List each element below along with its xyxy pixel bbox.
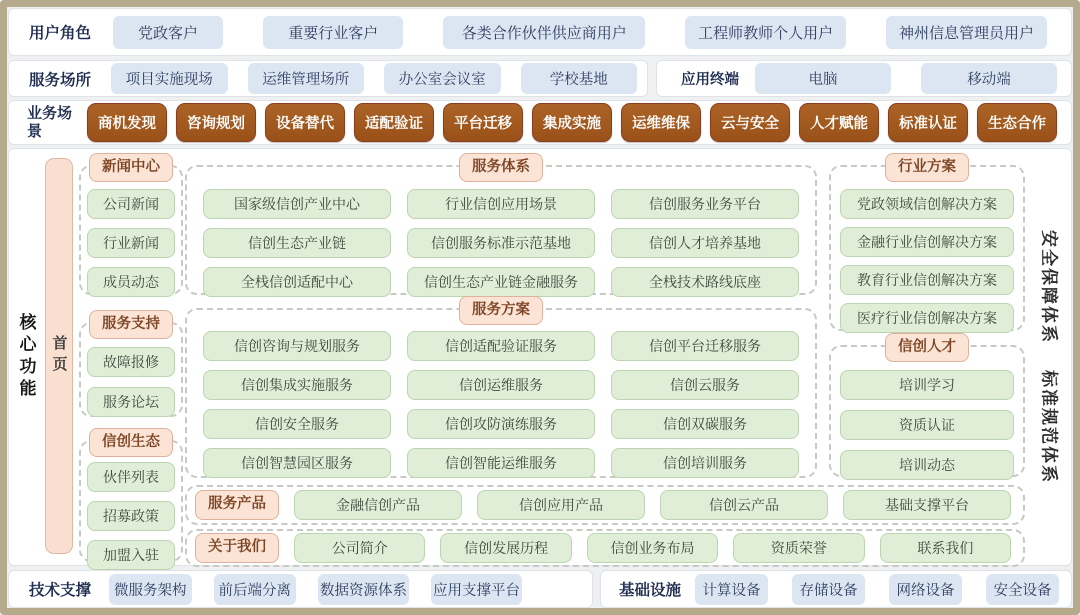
industry-solutions-title[interactable]: 行业方案 (885, 153, 969, 182)
row-user-roles (8, 8, 1072, 56)
scenario-chip[interactable]: 咨询规划 (176, 103, 256, 142)
row-tech-support (8, 570, 593, 608)
standards-system-label: 标准规范体系 (1039, 370, 1059, 484)
home-tab[interactable]: 首页 (45, 158, 73, 554)
infrastructure-label: 基础设施 (619, 582, 682, 599)
nav-chip[interactable]: 培训动态 (840, 450, 1014, 480)
app-terminals-label: 应用终端 (681, 72, 739, 88)
nav-chip[interactable]: 信创生态产业链金融服务 (407, 267, 595, 297)
nav-chip[interactable]: 行业信创应用场景 (407, 189, 595, 219)
user-role-chip[interactable]: 各类合作伙伴供应商用户 (443, 16, 645, 49)
group-service-solutions (185, 302, 817, 478)
nav-chip[interactable]: 信创应用产品 (477, 490, 645, 520)
infra-chip[interactable]: 网络设备 (889, 574, 962, 605)
group-service-system (185, 159, 817, 295)
group-xinchuang-talent (829, 339, 1025, 477)
business-scenarios-label: 业务场景 (27, 105, 73, 140)
core-functions-panel (8, 148, 1072, 566)
user-role-chip[interactable]: 党政客户 (113, 16, 223, 49)
nav-chip[interactable]: 信创业务布局 (587, 533, 718, 563)
service-support-title[interactable]: 服务支持 (89, 310, 173, 339)
service-place-chip[interactable]: 项目实施现场 (111, 63, 228, 94)
nav-chip[interactable]: 信创适配验证服务 (407, 331, 595, 361)
service-place-chip[interactable]: 办公室会议室 (384, 63, 501, 94)
nav-chip[interactable]: 金融信创产品 (294, 490, 462, 520)
scenario-chip[interactable]: 运维维保 (621, 103, 701, 142)
nav-chip[interactable]: 金融行业信创解决方案 (840, 227, 1014, 257)
user-role-chip[interactable]: 工程师教师个人用户 (685, 16, 846, 49)
xinchuang-eco-title[interactable]: 信创生态 (89, 428, 173, 457)
nav-chip[interactable]: 信创安全服务 (203, 409, 391, 439)
nav-chip[interactable]: 信创智慧园区服务 (203, 448, 391, 478)
scenario-chip[interactable]: 标准认证 (888, 103, 968, 142)
scenario-chip[interactable]: 商机发现 (87, 103, 167, 142)
row-infrastructure (600, 570, 1072, 608)
nav-chip[interactable]: 联系我们 (880, 533, 1011, 563)
nav-chip[interactable]: 培训学习 (840, 370, 1014, 400)
scenario-chip[interactable]: 生态合作 (977, 103, 1057, 142)
xinchuang-talent-title[interactable]: 信创人才 (885, 333, 969, 362)
nav-chip[interactable]: 国家级信创产业中心 (203, 189, 391, 219)
terminal-chip[interactable]: 移动端 (921, 63, 1057, 94)
nav-chip[interactable]: 信创培训服务 (611, 448, 799, 478)
tech-chip[interactable]: 应用支撑平台 (431, 574, 522, 605)
infra-chip[interactable]: 安全设备 (986, 574, 1059, 605)
row-app-terminals (656, 60, 1072, 97)
nav-chip[interactable]: 成员动态 (87, 267, 175, 297)
nav-chip[interactable]: 公司简介 (294, 533, 425, 563)
service-solutions-title[interactable]: 服务方案 (459, 296, 543, 325)
nav-chip[interactable]: 信创咨询与规划服务 (203, 331, 391, 361)
group-xinchuang-eco (79, 434, 183, 563)
nav-chip[interactable]: 全栈技术路线底座 (611, 267, 799, 297)
nav-chip[interactable]: 全栈信创适配中心 (203, 267, 391, 297)
service-products-title[interactable]: 服务产品 (195, 490, 279, 520)
scenario-chip[interactable]: 平台迁移 (443, 103, 523, 142)
user-role-chip[interactable]: 神州信息管理员用户 (886, 16, 1047, 49)
side-systems-strip (1033, 149, 1069, 565)
service-place-chip[interactable]: 运维管理场所 (248, 63, 365, 94)
scenario-chip[interactable]: 设备替代 (265, 103, 345, 142)
row-business-scenarios (8, 100, 1072, 145)
about-us-title[interactable]: 关于我们 (195, 533, 279, 563)
group-news-center (79, 159, 183, 295)
nav-chip[interactable]: 信创集成实施服务 (203, 370, 391, 400)
nav-chip[interactable]: 信创平台迁移服务 (611, 331, 799, 361)
group-service-support (79, 316, 183, 417)
row-service-places (8, 60, 648, 97)
user-roles-label: 用户角色 (29, 25, 92, 42)
nav-chip[interactable]: 信创服务标准示范基地 (407, 228, 595, 258)
service-places-label: 服务场所 (29, 71, 92, 89)
core-functions-label: 核心功能 (16, 313, 36, 401)
scenario-chip[interactable]: 人才赋能 (799, 103, 879, 142)
group-service-products (185, 485, 1025, 525)
nav-chip[interactable]: 信创服务业务平台 (611, 189, 799, 219)
nav-chip[interactable]: 故障报修 (87, 347, 175, 377)
nav-chip[interactable]: 信创运维服务 (407, 370, 595, 400)
service-place-chip[interactable]: 学校基地 (521, 63, 638, 94)
nav-chip[interactable]: 信创云产品 (660, 490, 828, 520)
group-industry-solutions (829, 159, 1025, 331)
nav-chip[interactable]: 信创人才培养基地 (611, 228, 799, 258)
nav-chip[interactable]: 信创生态产业链 (203, 228, 391, 258)
user-role-chip[interactable]: 重要行业客户 (263, 16, 404, 49)
nav-chip[interactable]: 资质荣誉 (733, 533, 864, 563)
news-center-title[interactable]: 新闻中心 (89, 153, 173, 182)
scenario-chip[interactable]: 云与安全 (710, 103, 790, 142)
nav-chip[interactable]: 行业新闻 (87, 228, 175, 258)
tech-chip[interactable]: 前后端分离 (214, 574, 297, 605)
nav-chip[interactable]: 医疗行业信创解决方案 (840, 303, 1014, 333)
nav-chip[interactable]: 基础支撑平台 (843, 490, 1011, 520)
group-about-us (185, 529, 1025, 567)
nav-chip[interactable]: 加盟入驻 (87, 540, 175, 570)
scenario-chip[interactable]: 适配验证 (354, 103, 434, 142)
infra-chip[interactable]: 计算设备 (695, 574, 768, 605)
service-system-title[interactable]: 服务体系 (459, 153, 543, 182)
nav-chip[interactable]: 信创攻防演练服务 (407, 409, 595, 439)
nav-chip[interactable]: 公司新闻 (87, 189, 175, 219)
infra-chip[interactable]: 存储设备 (792, 574, 865, 605)
nav-chip[interactable]: 信创云服务 (611, 370, 799, 400)
scenario-chip[interactable]: 集成实施 (532, 103, 612, 142)
nav-chip[interactable]: 信创发展历程 (440, 533, 571, 563)
nav-chip[interactable]: 伙伴列表 (87, 462, 175, 492)
tech-chip[interactable]: 微服务架构 (109, 574, 192, 605)
terminal-chip[interactable]: 电脑 (755, 63, 891, 94)
nav-chip[interactable]: 招募政策 (87, 501, 175, 531)
nav-chip[interactable]: 服务论坛 (87, 387, 175, 417)
tech-chip[interactable]: 数据资源体系 (318, 574, 409, 605)
nav-chip[interactable]: 资质认证 (840, 410, 1014, 440)
nav-chip[interactable]: 信创智能运维服务 (407, 448, 595, 478)
nav-chip[interactable]: 教育行业信创解决方案 (840, 265, 1014, 295)
nav-chip[interactable]: 党政领域信创解决方案 (840, 189, 1014, 219)
security-system-label: 安全保障体系 (1039, 230, 1059, 344)
nav-chip[interactable]: 信创双碳服务 (611, 409, 799, 439)
tech-support-label: 技术支撑 (29, 582, 92, 599)
